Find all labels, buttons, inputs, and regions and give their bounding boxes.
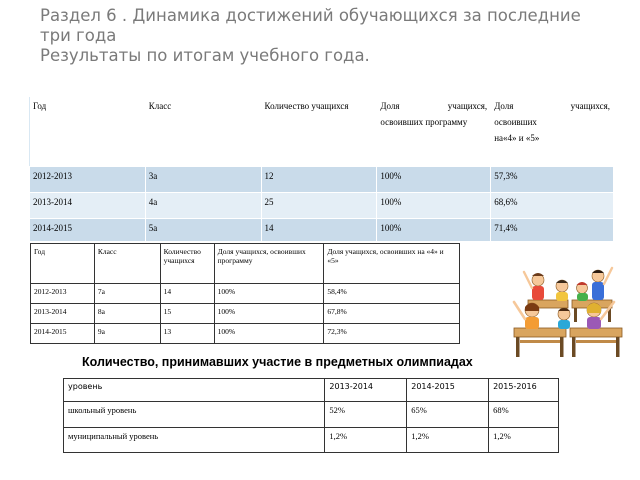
student-back-left (524, 272, 544, 300)
slide-title (40, 6, 600, 66)
header-year-2014-2015: 2014-2015 (407, 379, 489, 402)
cell-value: 1,2% (489, 427, 559, 452)
header-good-grades-share: Доля учащихся, освоивших на«4» и «5» (491, 97, 614, 167)
cell-good-grades: 68,6% (491, 192, 614, 218)
cell-count: 12 (261, 167, 377, 193)
cell-mastered: 100% (214, 324, 324, 344)
header-level: уровень (64, 379, 325, 402)
olympiad-heading: Количество, принимавших участие в предметных олимпиадах (82, 355, 473, 369)
cell-count: 14 (261, 218, 377, 241)
table-row (31, 324, 460, 344)
cell-value: 65% (407, 402, 489, 427)
cell-good-grades: 71,4% (491, 218, 614, 241)
title-line-1: Раздел 6 . Динамика достижений обучающихся за последние (40, 6, 581, 25)
table-row (31, 304, 460, 324)
cell-year: 2014-2015 (30, 218, 146, 241)
header-year-2015-2016: 2015-2016 (489, 379, 559, 402)
cell-year: 2014-2015 (31, 324, 95, 344)
cell-class: 7а (94, 284, 160, 304)
cell-year: 2012-2013 (31, 284, 95, 304)
header-class: Класс (145, 97, 261, 167)
cell-class: 9а (94, 324, 160, 344)
cell-mastered: 100% (377, 167, 491, 193)
cell-level: муниципальный уровень (64, 427, 325, 452)
title-line-2: три года (40, 26, 117, 45)
cell-value: 68% (489, 402, 559, 427)
cell-good-grades: 67,8% (324, 304, 460, 324)
table-row (64, 402, 559, 427)
cell-value: 52% (325, 402, 407, 427)
cell-year: 2013-2014 (30, 192, 146, 218)
olympiad-table (63, 378, 559, 453)
student-front-middle (558, 308, 570, 329)
table-row (30, 167, 614, 193)
cell-count: 13 (160, 324, 214, 344)
table-row (64, 427, 559, 452)
cell-value: 1,2% (407, 427, 489, 452)
table-row (31, 284, 460, 304)
header-mastered-share: Доля учащихся, освоивших программу (214, 244, 324, 284)
header-year: Год (30, 97, 146, 167)
header-good-grades-share: Доля учащихся, освоивших на «4» и «5» (324, 244, 460, 284)
header-year: Год (31, 244, 95, 284)
cell-class: 4а (145, 192, 261, 218)
student-front-left (514, 302, 539, 329)
cell-class: 8а (94, 304, 160, 324)
header-year-2013-2014: 2013-2014 (325, 379, 407, 402)
cell-good-grades: 58,4% (324, 284, 460, 304)
header-class: Класс (94, 244, 160, 284)
cell-year: 2013-2014 (31, 304, 95, 324)
cell-count: 14 (160, 284, 214, 304)
cell-mastered: 100% (214, 284, 324, 304)
cell-mastered: 100% (377, 192, 491, 218)
cell-good-grades: 57,3% (491, 167, 614, 193)
table-header-row (31, 244, 460, 284)
classroom-students-icon (510, 262, 628, 360)
table-header-row (64, 379, 559, 402)
cell-value: 1,2% (325, 427, 407, 452)
cell-level: школьный уровень (64, 402, 325, 427)
header-mastered-share: Доля учащихся, освоивших программу (377, 97, 491, 167)
header-student-count: Количество учащихся (160, 244, 214, 284)
cell-count: 15 (160, 304, 214, 324)
cell-mastered: 100% (377, 218, 491, 241)
table-header-row (30, 97, 614, 167)
table-row (30, 192, 614, 218)
table-row (30, 218, 614, 241)
cell-good-grades: 72,3% (324, 324, 460, 344)
student-back-middle (556, 280, 568, 301)
header-student-count: Количество учащихся (261, 97, 377, 167)
student-back-right (592, 268, 612, 300)
cell-year: 2012-2013 (30, 167, 146, 193)
student-back-right2 (577, 282, 589, 301)
results-table-secondary (30, 243, 460, 344)
cell-mastered: 100% (214, 304, 324, 324)
cell-class: 5а (145, 218, 261, 241)
desk-front (514, 328, 622, 357)
cell-count: 25 (261, 192, 377, 218)
cell-class: 3а (145, 167, 261, 193)
title-line-3: Результаты по итогам учебного года. (40, 46, 370, 65)
results-table-primary (29, 96, 614, 242)
